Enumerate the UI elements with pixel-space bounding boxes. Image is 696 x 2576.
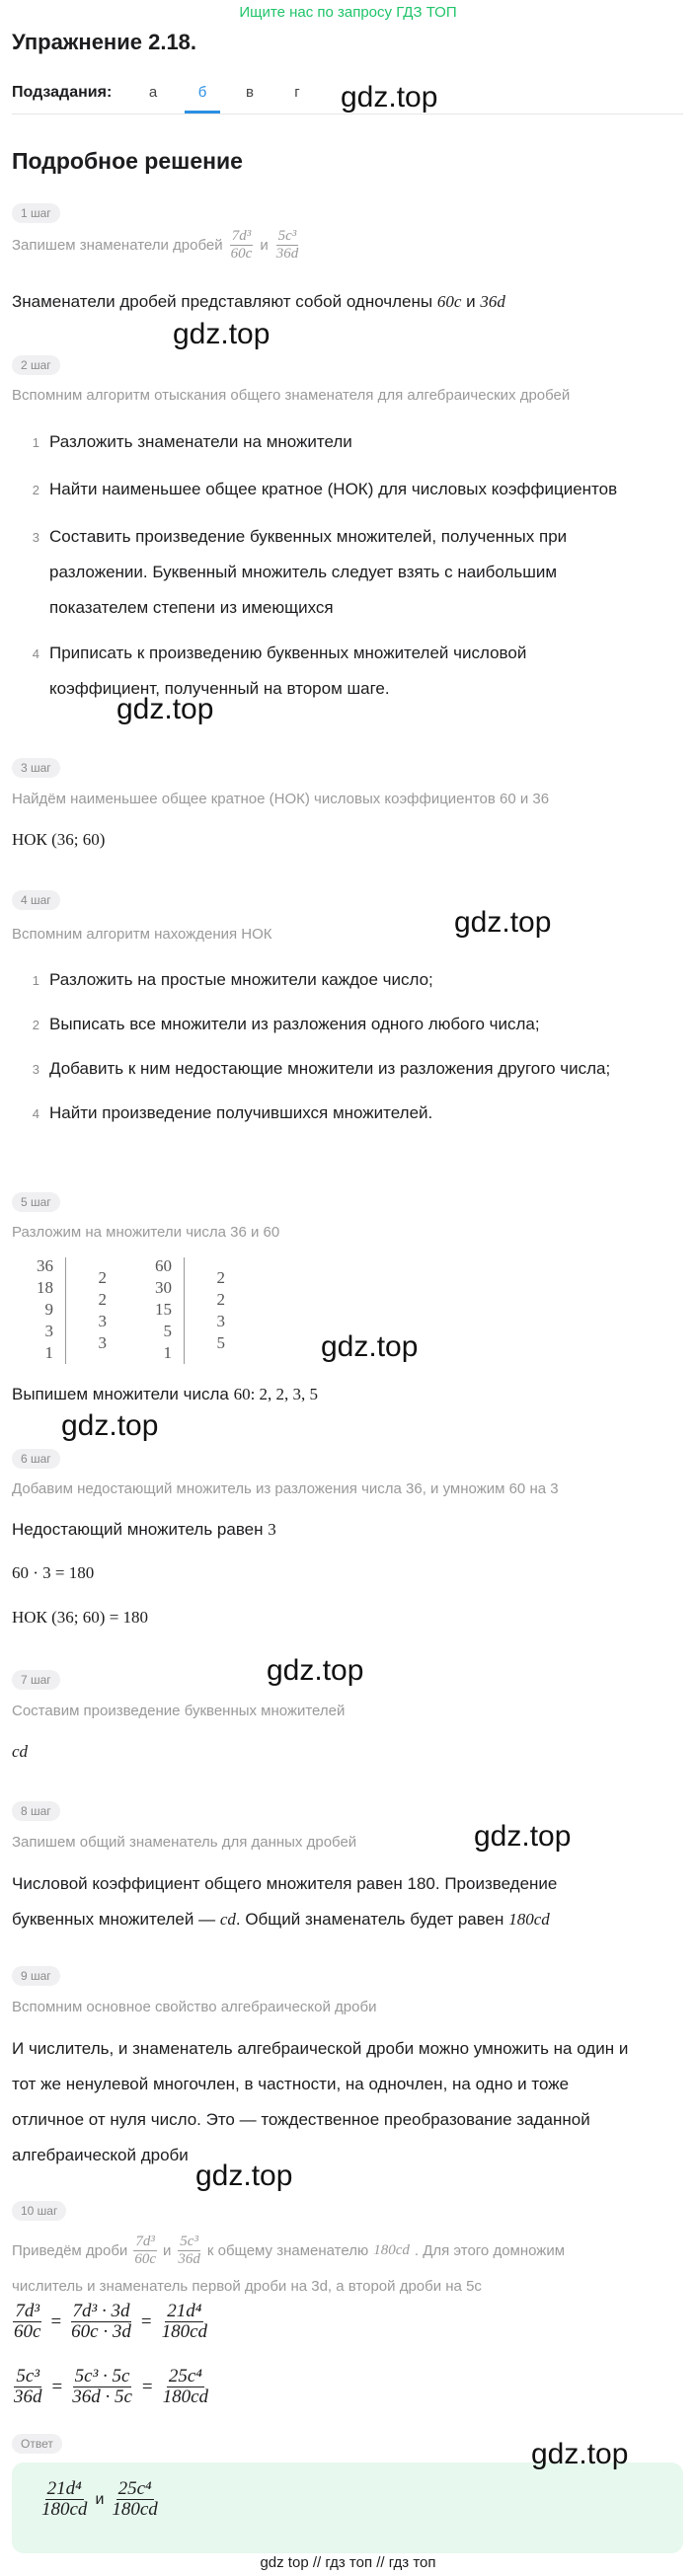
step-6-eq-2: НОК (36; 60) = 180 <box>12 1608 149 1627</box>
list-item: Разложить знаменатели на множители <box>49 432 352 451</box>
conjunction: и <box>260 237 269 255</box>
step-1-hint <box>12 229 300 262</box>
watermark: gdz.top <box>341 81 438 114</box>
watermark: gdz.top <box>116 693 214 725</box>
step-6-eq-1: 60 · 3 = 180 <box>12 1563 95 1582</box>
list-number: 3 <box>32 1062 39 1077</box>
step-badge-3: 3 шаг <box>12 758 60 778</box>
list-item: Выписать все множители из разложения одного любого числа; <box>49 1015 540 1033</box>
step-badge-8: 8 шаг <box>12 1801 60 1821</box>
fraction: $\frac{\text{7d³}}{60c}$ <box>14 2301 41 2342</box>
fraction: $\frac{\text{5c³}}{36d}$ <box>275 228 299 262</box>
step-3-hint: Найдём наименьшее общее кратное (НОК) числовых коэффициентов 60 и 36 <box>12 791 550 807</box>
step-10-hint-2: числитель и знаменатель первой дроби на 3d, а второй дроби на 5c <box>12 2278 482 2295</box>
watermark: gdz.top <box>474 1820 572 1853</box>
subtask-tab-b[interactable]: б <box>197 84 207 101</box>
watermark: gdz.top <box>61 1409 159 1442</box>
divider <box>65 1257 66 1364</box>
step-6-text: Недостающий множитель равен 3 <box>12 1520 276 1539</box>
section-title: Подробное решение <box>12 148 243 174</box>
step-8-text-2: буквенных множителей — cd. Общий знаменатель будет равен 180cd <box>12 1910 550 1929</box>
step-5-hint: Разложим на множители числа 36 и 60 <box>12 1224 280 1241</box>
step-5-text: Выпишем множители числа 60: 2, 2, 3, 5 <box>12 1385 319 1403</box>
step-badge-10: 10 шаг <box>12 2201 66 2221</box>
list-number: 3 <box>32 530 39 545</box>
list-item: коэффициент, полученный на втором шаге. <box>49 679 390 698</box>
search-banner[interactable]: Ищите нас по запросу ГДЗ ТОП <box>239 4 457 21</box>
page-title: Упражнение 2.18. <box>12 30 197 54</box>
list-number: 1 <box>32 973 39 988</box>
step-8-text-1: Числовой коэффициент общего множителя равен 180. Произведение <box>12 1874 558 1893</box>
factor-column-36-primes: 2 2 3 3 <box>98 1268 107 1352</box>
list-item: показателем степени из имеющихся <box>49 598 334 617</box>
list-number: 2 <box>32 1018 39 1032</box>
fraction: $\frac{\text{21d⁴}}{180cd}$ <box>41 2478 88 2520</box>
list-number: 1 <box>32 435 39 450</box>
list-item: Приписать к произведению буквенных множителей числовой <box>49 644 527 662</box>
fraction: $\frac{\text{7d³}}{60c}$ <box>134 2234 156 2267</box>
list-item: Найти наименьшее общее кратное (НОК) для числовых коэффициентов <box>49 480 618 498</box>
step-2-hint: Вспомним алгоритм отыскания общего знаменателя для алгебраических дробей <box>12 387 571 404</box>
answer-content: $\frac{\text{21d⁴}}{180cd}$ и $\frac{\text{25c⁴}}{180cd}$ <box>41 2478 158 2520</box>
subtask-tab-v[interactable]: в <box>246 84 254 101</box>
list-number: 4 <box>32 1106 39 1121</box>
subtask-tab-a[interactable]: а <box>148 84 158 101</box>
step-badge-4: 4 шаг <box>12 890 60 910</box>
list-item: Разложить на простые множители каждое число; <box>49 970 433 989</box>
factor-column-60: 60 30 15 5 1 <box>155 1256 172 1362</box>
equation-2: $\frac{\text{5c³}}{36d}$ = $\frac{\text{5c³ · 5c}}{36d \cdot 5c}$ = $\frac{\text{25c⁴}}{180cd}$ <box>14 2366 209 2407</box>
list-item: Составить произведение буквенных множителей, полученных при <box>49 527 568 546</box>
fraction: $\frac{\text{5c³}}{36d}$ <box>178 2234 200 2267</box>
equation-1: $\frac{\text{7d³}}{60c}$ = $\frac{\text{7d³ · 3d}}{60c \cdot 3d}$ = $\frac{\text{21d⁴}}{180cd}$ <box>14 2301 207 2342</box>
fraction: $\frac{\text{5c³}}{36d}$ <box>14 2366 42 2407</box>
list-item: Добавить к ним недостающие множители из разложения другого числа; <box>49 1059 611 1078</box>
active-tab-indicator <box>185 111 220 114</box>
step-3-expr: НОК (36; 60) <box>12 830 106 849</box>
step-badge-9: 9 шаг <box>12 1966 60 1986</box>
list-item: Найти произведение получившихся множителей. <box>49 1103 433 1122</box>
fraction: $\frac{\text{7d³}}{60c}$ <box>230 228 253 262</box>
watermark: gdz.top <box>531 2438 629 2470</box>
step-8-hint: Запишем общий знаменатель для данных дробей <box>12 1834 357 1851</box>
step-7-hint: Составим произведение буквенных множителей <box>12 1703 346 1719</box>
watermark: gdz.top <box>173 318 271 350</box>
step-1-text: Знаменатели дробей представляют собой одночлены 60c и 36d <box>12 292 505 311</box>
step-7-expr: cd <box>12 1742 29 1761</box>
watermark: gdz.top <box>195 2159 293 2192</box>
step-4-hint: Вспомним алгоритм нахождения НОК <box>12 926 272 943</box>
step-badge-1: 1 шаг <box>12 203 60 223</box>
subtasks-label: Подзадания: <box>12 84 113 101</box>
step-10-hint: Приведём дроби $\frac{\text{7d³}}{60c}$ и $\frac{\text{5c³}}{36d}$ к общему знаменателю 180cd . Для этого домножим <box>12 2234 566 2267</box>
watermark: gdz.top <box>267 1654 364 1687</box>
step-9-hint: Вспомним основное свойство алгебраической дроби <box>12 1999 377 2015</box>
fraction: $\frac{\text{25c⁴}}{180cd}$ <box>112 2478 158 2520</box>
step-6-hint: Добавим недостающий множитель из разложения числа 36, и умножим 60 на 3 <box>12 1480 559 1497</box>
step-badge-6: 6 шаг <box>12 1449 60 1469</box>
fraction: $\frac{\text{21d⁴}}{180cd}$ <box>161 2301 207 2342</box>
footer-links[interactable]: gdz top // гдз топ // гдз топ <box>260 2554 436 2571</box>
divider <box>184 1257 185 1364</box>
step-9-text-1: И числитель, и знаменатель алгебраической дроби можно умножить на один и <box>12 2039 629 2058</box>
step-badge-7: 7 шаг <box>12 1670 60 1690</box>
factor-column-36: 36 18 9 3 1 <box>37 1256 53 1362</box>
step-badge-5: 5 шаг <box>12 1192 60 1212</box>
step-9-text-4: алгебраической дроби <box>12 2146 189 2164</box>
fraction: $\frac{\text{25c⁴}}{180cd}$ <box>162 2366 209 2407</box>
list-number: 2 <box>32 483 39 497</box>
answer-badge: Ответ <box>12 2434 62 2454</box>
step-9-text-3: отличное от нуля число. Это — тождественное преобразование заданной <box>12 2110 590 2129</box>
subtask-tab-g[interactable]: г <box>294 84 300 101</box>
list-item: разложении. Буквенный множитель следует взять с наибольшим <box>49 563 558 581</box>
list-number: 4 <box>32 646 39 661</box>
fraction: $\frac{\text{5c³ · 5c}}{36d \cdot 5c}$ <box>72 2366 132 2407</box>
fraction: $\frac{\text{7d³ · 3d}}{60c \cdot 3d}$ <box>71 2301 131 2342</box>
watermark: gdz.top <box>454 906 552 939</box>
step-badge-2: 2 шаг <box>12 355 60 375</box>
step-9-text-2: тот же ненулевой многочлен, в частности, на одночлен, на одно и тоже <box>12 2075 570 2093</box>
watermark: gdz.top <box>321 1330 419 1363</box>
step-1-hint-text: Запишем знаменатели дробей <box>12 237 223 255</box>
factor-column-60-primes: 2 2 3 5 <box>216 1268 225 1352</box>
